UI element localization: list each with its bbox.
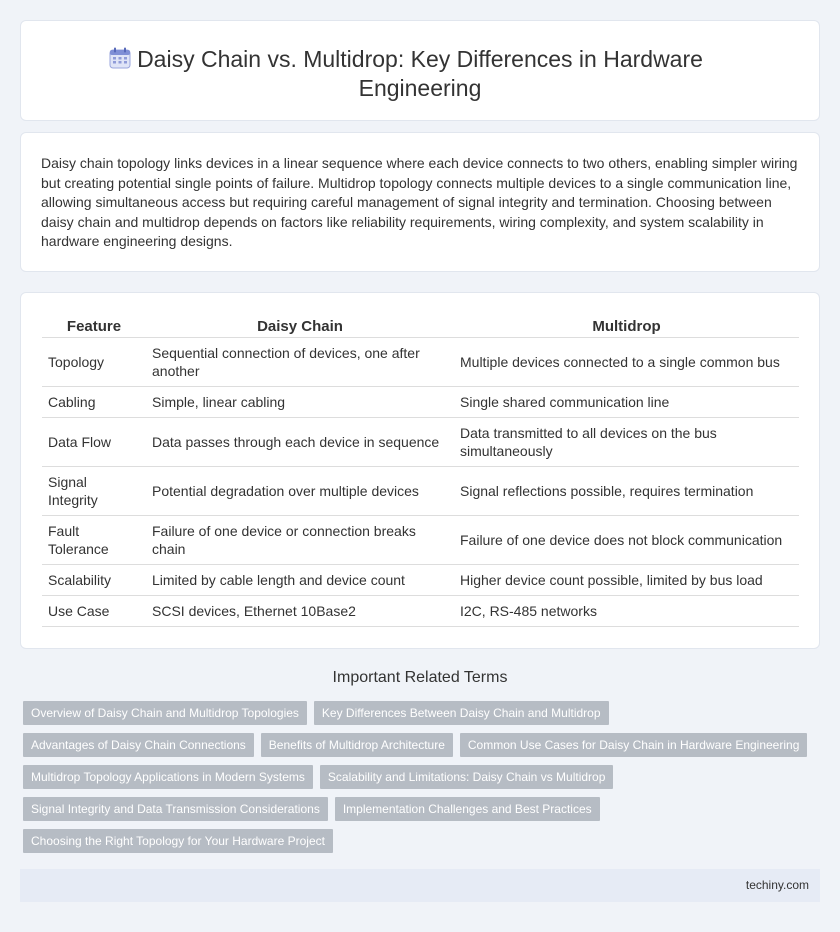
table-row — [42, 467, 799, 516]
intro-text: Daisy chain topology links devices in a linear sequence where each device connects to two others, enabling simpler wiring but creating potential single points of failure. Multidrop topology connects multiple devices to a single communication line, allowing simultaneous access but requiring careful management of signal integrity and termination. Choosing between daisy chain and multidrop depends on factors like reliability requirements, wiring complexity, and system scalability in hardware engineering designs. — [41, 155, 798, 249]
footer-site[interactable]: techiny.com — [745, 878, 809, 892]
table-row — [42, 418, 799, 467]
row-daisy-chain: Failure of one device or connection breaks chain — [146, 516, 454, 565]
table-row — [42, 516, 799, 565]
comparison-table — [42, 315, 799, 627]
row-multidrop: Higher device count possible, limited by bus load — [454, 565, 799, 596]
related-term-tag[interactable]: Common Use Cases for Daisy Chain in Hardware Engineering — [460, 733, 807, 757]
intro-card — [20, 132, 820, 272]
table-row — [42, 338, 799, 387]
row-feature: Use Case — [42, 596, 146, 627]
header-feature: Feature — [42, 315, 146, 338]
related-term-tag[interactable]: Signal Integrity and Data Transmission Considerations — [23, 797, 328, 821]
related-terms-title: Important Related Terms — [332, 669, 508, 686]
row-daisy-chain: Simple, linear cabling — [146, 387, 454, 418]
row-daisy-chain: Data passes through each device in sequence — [146, 418, 454, 467]
header-card — [20, 20, 820, 121]
related-term-tag[interactable]: Advantages of Daisy Chain Connections — [23, 733, 254, 757]
row-multidrop: Data transmitted to all devices on the bus simultaneously — [454, 418, 799, 467]
row-multidrop: Failure of one device does not block communication — [454, 516, 799, 565]
related-term-tag[interactable]: Key Differences Between Daisy Chain and Multidrop — [314, 701, 609, 725]
row-feature: Scalability — [42, 565, 146, 596]
table-row — [42, 565, 799, 596]
related-term-tag[interactable]: Benefits of Multidrop Architecture — [261, 733, 453, 757]
header-daisy-chain: Daisy Chain — [146, 315, 454, 338]
row-feature: Fault Tolerance — [42, 516, 146, 565]
footer — [20, 869, 820, 902]
related-term-tag[interactable]: Implementation Challenges and Best Practices — [335, 797, 600, 821]
row-multidrop: Single shared communication line — [454, 387, 799, 418]
header-multidrop: Multidrop — [454, 315, 799, 338]
row-feature: Signal Integrity — [42, 467, 146, 516]
row-daisy-chain: SCSI devices, Ethernet 10Base2 — [146, 596, 454, 627]
comparison-card — [20, 292, 820, 649]
related-term-tag[interactable]: Overview of Daisy Chain and Multidrop Topologies — [23, 701, 307, 725]
row-multidrop: Signal reflections possible, requires termination — [454, 467, 799, 516]
table-row — [42, 596, 799, 627]
row-feature: Topology — [42, 338, 146, 387]
related-term-tag[interactable]: Multidrop Topology Applications in Modern Systems — [23, 765, 313, 789]
row-feature: Cabling — [42, 387, 146, 418]
related-terms-list — [23, 701, 813, 861]
related-term-tag[interactable]: Scalability and Limitations: Daisy Chain vs Multidrop — [320, 765, 613, 789]
row-daisy-chain: Sequential connection of devices, one after another — [146, 338, 454, 387]
page-title: Daisy Chain vs. Multidrop: Key Differences in Hardware Engineering — [137, 46, 703, 101]
row-feature: Data Flow — [42, 418, 146, 467]
row-daisy-chain: Limited by cable length and device count — [146, 565, 454, 596]
table-row — [42, 387, 799, 418]
row-multidrop: I2C, RS-485 networks — [454, 596, 799, 627]
row-daisy-chain: Potential degradation over multiple devices — [146, 467, 454, 516]
row-multidrop: Multiple devices connected to a single common bus — [454, 338, 799, 387]
related-term-tag[interactable]: Choosing the Right Topology for Your Hardware Project — [23, 829, 333, 853]
